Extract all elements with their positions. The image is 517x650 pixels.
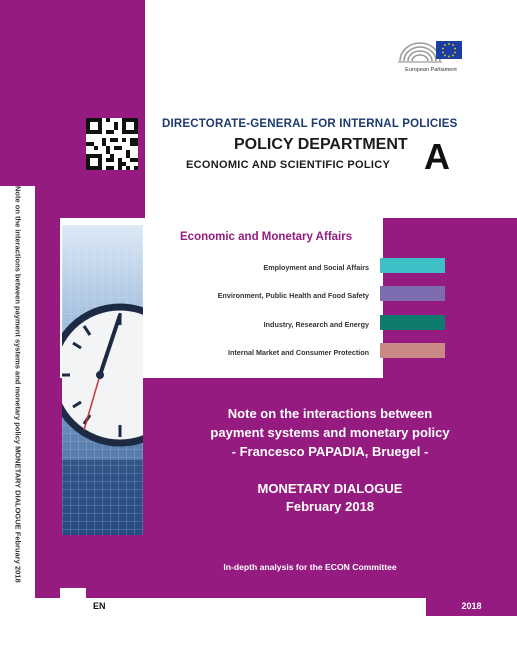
series-date: February 2018 [285, 499, 375, 514]
category-label: Internal Market and Consumer Protection [228, 348, 369, 357]
spine [3, 0, 33, 650]
report-title-line: Note on the interactions between [227, 406, 433, 421]
report-author: - Francesco PAPADIA, Bruegel - [231, 444, 429, 459]
footer-bar [86, 598, 426, 616]
category-color-bar [380, 315, 445, 330]
logo-caption: European Parliament [405, 67, 457, 73]
publication-year: 2018 [461, 601, 482, 611]
series-name: MONETARY DIALOGUE [257, 481, 403, 496]
language-code: EN [93, 601, 106, 611]
series-title [230, 480, 430, 516]
report-title [143, 404, 517, 461]
primary-category: Economic and Monetary Affairs [180, 231, 353, 243]
category-color-bar [380, 286, 445, 301]
category-label: Employment and Social Affairs [263, 263, 369, 272]
category-label: Industry, Research and Energy [263, 320, 369, 329]
clock-photo [62, 225, 143, 535]
category-label: Environment, Public Health and Food Safety [217, 291, 369, 300]
qr-code-icon [86, 118, 138, 170]
policy-department-letter: A [424, 136, 450, 177]
category-color-bar [380, 343, 445, 358]
policy-department-title: POLICY DEPARTMENT [234, 136, 408, 153]
directorate-title: DIRECTORATE-GENERAL FOR INTERNAL POLICIES [162, 118, 458, 130]
spine-text: Note on the interactions between payment systems and monetary policy MONETARY DIALOGUE February 2018 [13, 186, 23, 583]
category-color-bar [380, 258, 445, 273]
report-title-line: payment systems and monetary policy [210, 425, 450, 440]
report-subtitle: In-depth analysis for the ECON Committee [223, 562, 397, 572]
policy-department-subtitle: ECONOMIC AND SCIENTIFIC POLICY [186, 159, 391, 171]
